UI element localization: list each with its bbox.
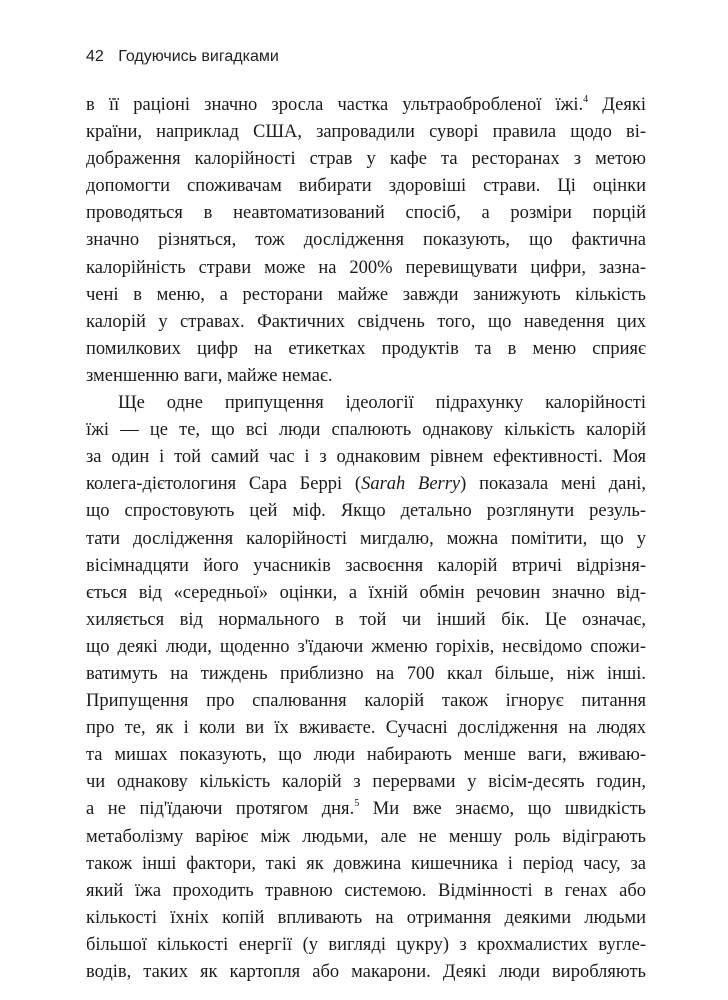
text-line: колега-дієтологиня Сара Беррі (Sarah Berry) показала мені дані, <box>86 474 647 495</box>
text-line: ється від «середньої» оцінки, а їхній обмін речовин значно від- <box>86 582 646 603</box>
text-line: що спростовують цей міф. Якщо детально розглянути резуль- <box>86 501 646 522</box>
text-line: в її раціоні значно зросла частка ультраобробленої їжі.$^4$ Деякі <box>86 94 646 115</box>
text-line: що деякі люди, щоденно з'їдаючи жменю горіхів, несвідомо спожи- <box>86 636 646 657</box>
text-line: метаболізму варіює між людьми, але не меншу роль відіграють <box>86 826 646 847</box>
text-line: ватимуть на тиждень приблизно на 700 ккал більше, ніж інші. <box>86 663 646 684</box>
text-line: помилкових цифр на етикетках продуктів та в меню сприяє <box>86 338 646 359</box>
text-line: кількості їхніх копій впливають на отримання деякими людьми <box>86 907 646 928</box>
text-line: хиляється від нормального в той чи інший бік. Це означає, <box>86 609 646 630</box>
text-line: проводяться в неавтоматизований спосіб, а розміри порцій <box>86 203 646 224</box>
text-line: а не під'їдаючи протягом дня.$^5$ Ми вже знаємо, що швидкість <box>86 798 646 820</box>
text-line: про те, як і коли ви їх вживаєте. Сучасні дослідження на людях <box>86 718 646 739</box>
text-line: який їжа проходить травною системою. Відмінності в генах або <box>86 880 646 901</box>
text-line: Припущення про спалювання калорій також ігнорує питання <box>86 691 646 712</box>
footnote-ref[interactable]: 4 <box>583 94 589 105</box>
text-line: калорійність страви може на 200% перевищувати цифри, зазна- <box>86 257 646 278</box>
text-line: та мишах показують, що люди набирають менше ваги, вживаю- <box>86 745 646 766</box>
text-line: дображення калорійності страв у кафе та ресторанах з метою <box>86 149 646 170</box>
text-line: Ще одне припущення ідеології підрахунку калорійності <box>118 393 646 414</box>
running-title: Годуючись вигадками <box>118 48 279 65</box>
text-line: чені в меню, а ресторани майже завжди занижують кількість <box>86 284 646 305</box>
page-number: 42 <box>86 48 104 65</box>
text-line: калорій у стравах. Фактичних свідчень того, що наведення цих <box>86 311 646 332</box>
text-line: водів, таких як картопля або макарони. Деякі люди виробляють <box>86 962 646 982</box>
running-header <box>86 48 279 66</box>
footnote-ref[interactable]: 5 <box>354 798 360 810</box>
text-line: за один і той самий час і з однаковим рівнем ефективності. Моя <box>86 447 646 468</box>
text-line: чи однакову кількість калорій з перервами у вісім-десять годин, <box>86 772 646 793</box>
text-line: тати дослідження калорійності мигдалю, можна помітити, що у <box>86 528 646 549</box>
text-line: країни, наприклад США, запровадили суворі правила щодо ві- <box>86 122 646 143</box>
text-line: також інші фактори, такі як довжина кишечника і період часу, за <box>86 853 646 874</box>
text-line: більшої кількості енергії (у вигляді цукру) з крохмалистих вугле- <box>86 934 646 955</box>
text-line: їжі — це те, що всі люди спалюють однакову кількість калорій <box>86 420 646 441</box>
text-line: вісімнадцяти його учасників засвоєння калорій втричі відрізня- <box>86 555 646 576</box>
text-line: зменшенню ваги, майже немає. <box>86 365 333 386</box>
text-line: значно різняться, тож дослідження показують, що фактична <box>86 230 646 251</box>
italic-text: Sarah Berry <box>361 474 461 495</box>
text-line: допомогти споживачам вибирати здоровіші страви. Ці оцінки <box>86 176 646 197</box>
body-text <box>86 92 646 986</box>
